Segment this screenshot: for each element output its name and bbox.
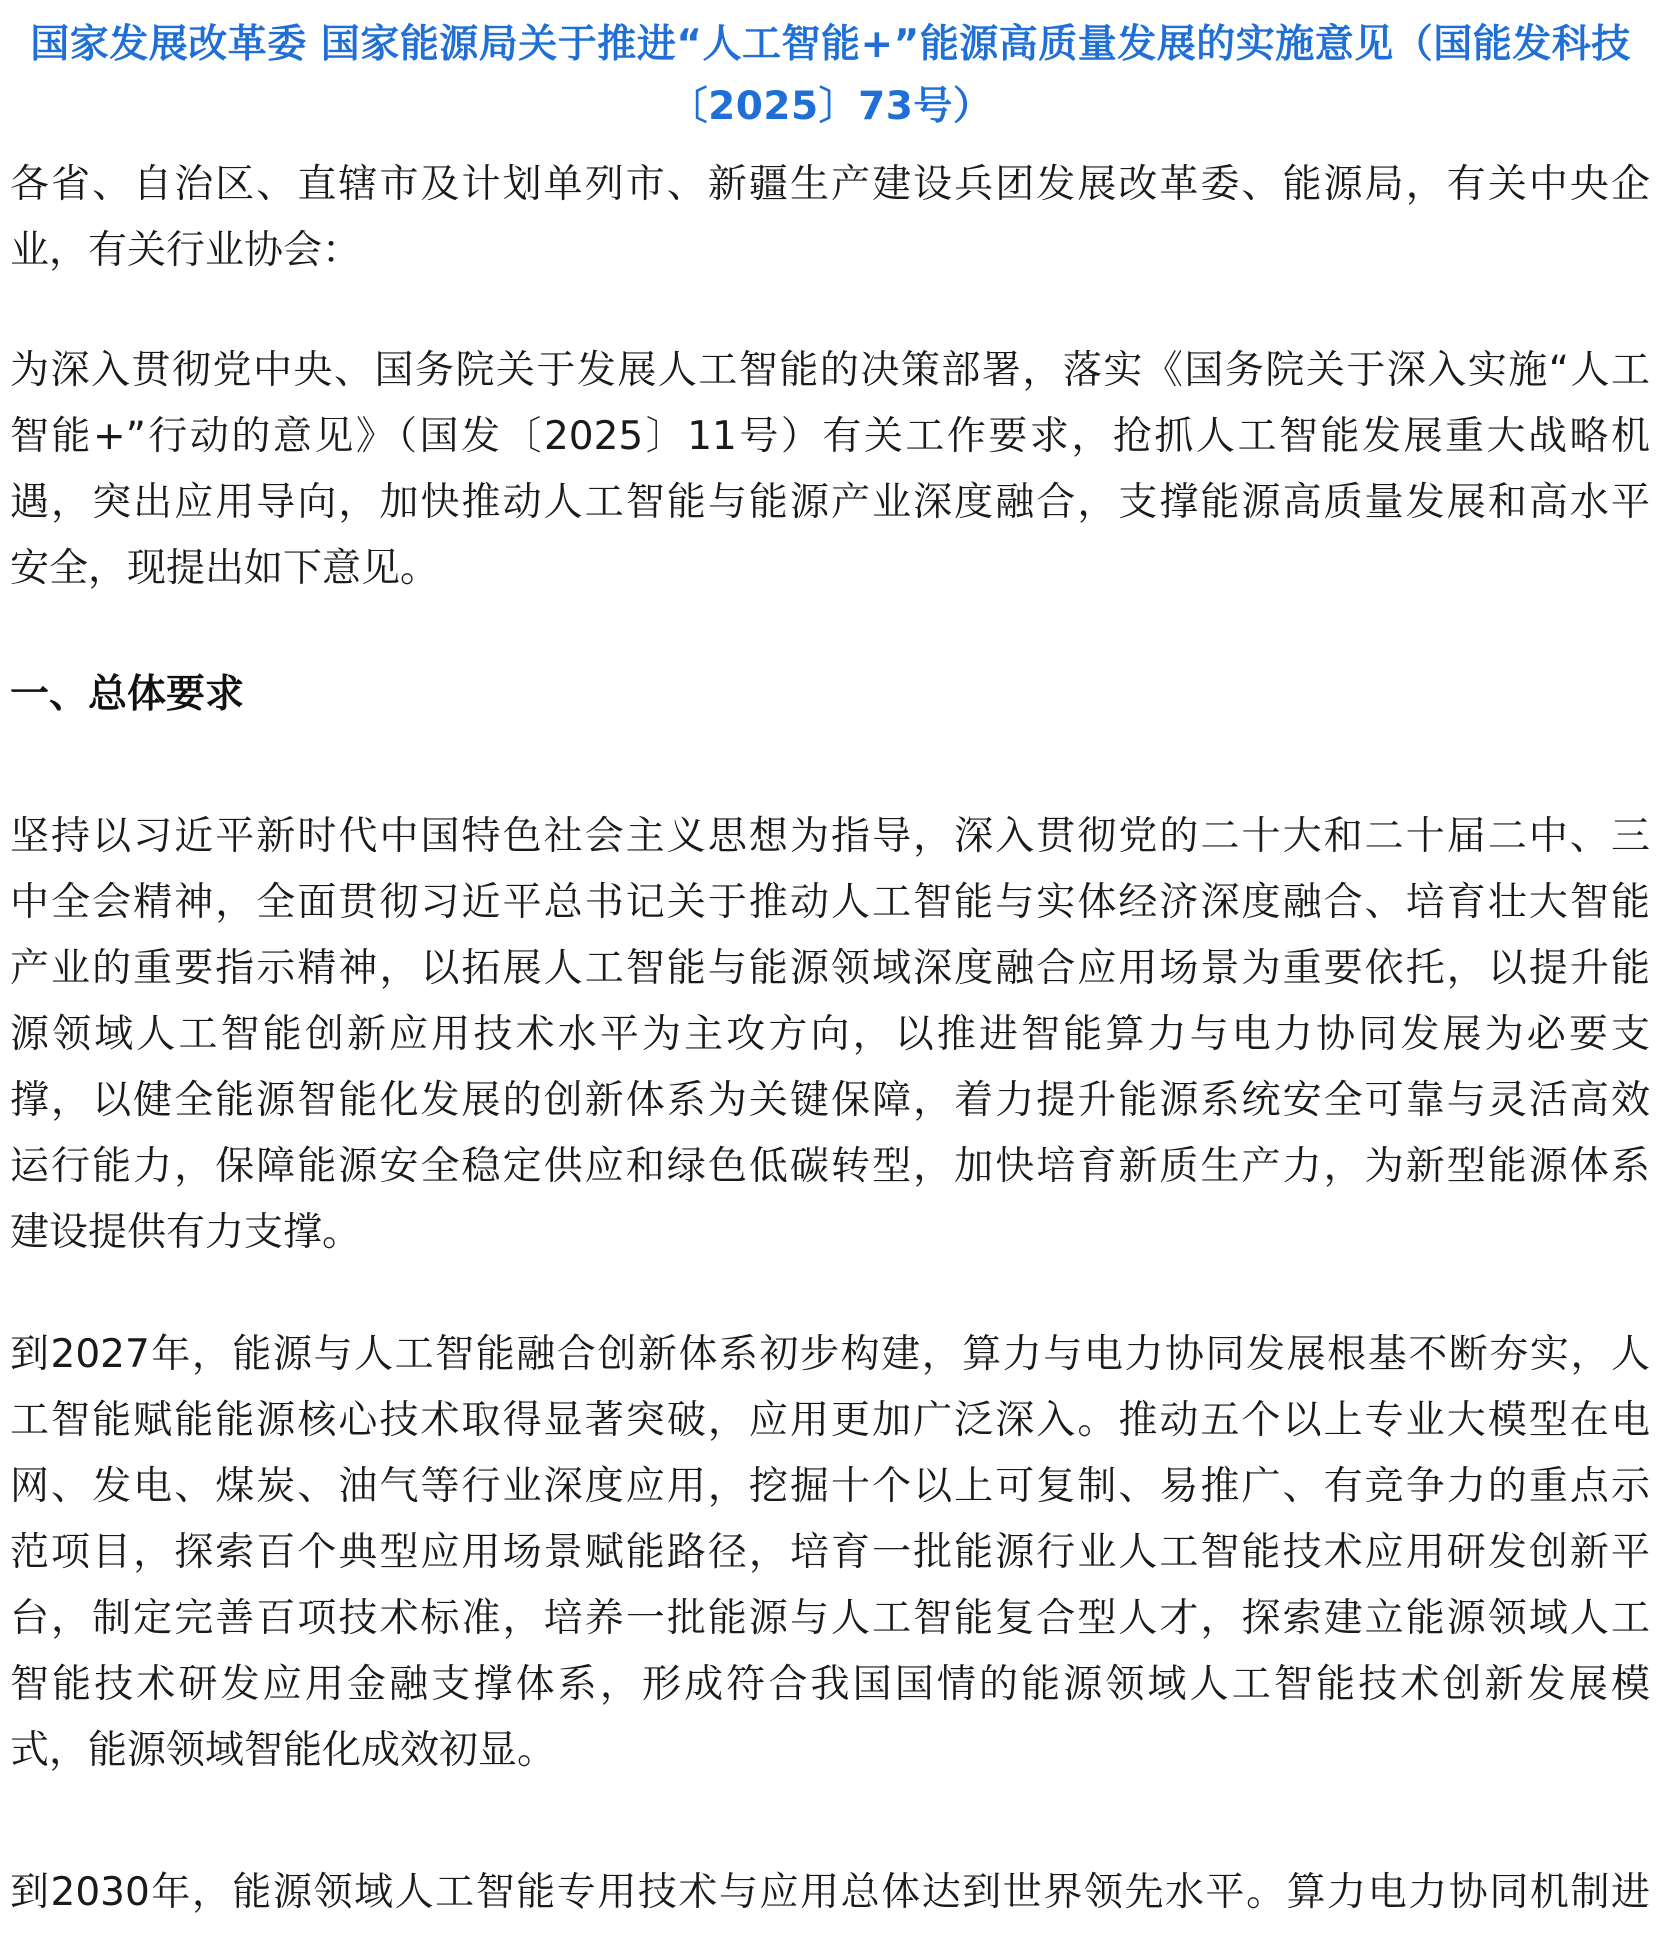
title-line-2: 〔2025〕73号） (668, 84, 993, 129)
s1p2-line-5: 台，制定完善百项技术标准，培养一批能源与人工智能复合型人才，探索建立能源领域人工 (10, 1596, 1650, 1641)
s1p1-line-5: 撑，以健全能源智能化发展的创新体系为关键保障，着力提升能源系统安全可靠与灵活高效 (10, 1078, 1650, 1123)
s1p1-line-1: 坚持以习近平新时代中国特色社会主义思想为指导，深入贯彻党的二十大和二十届二中、三 (10, 814, 1650, 859)
s1p1-line-3: 产业的重要指示精神，以拓展人工智能与能源领域深度融合应用场景为重要依托，以提升能 (10, 946, 1650, 991)
s1p2-line-6: 智能技术研发应用金融支撑体系，形成符合我国国情的能源领域人工智能技术创新发展模 (10, 1662, 1650, 1707)
s1p1-line-7: 建设提供有力支撑。 (10, 1210, 362, 1255)
s1p2-line-2: 工智能赋能能源核心技术取得显著突破，应用更加广泛深入。推动五个以上专业大模型在电 (10, 1398, 1650, 1443)
section1-paragraph-1 (10, 804, 1650, 1266)
section1-paragraph-2 (10, 1322, 1650, 1784)
intro-line-4: 安全，现提出如下意见。 (10, 546, 440, 591)
addressee-line-1: 各省、自治区、直辖市及计划单列市、新疆生产建设兵团发展改革委、能源局，有关中央企 (10, 162, 1650, 207)
s1p2-line-4: 范项目，探索百个典型应用场景赋能路径，培育一批能源行业人工智能技术应用研发创新平 (10, 1530, 1650, 1575)
title-line-1: 国家发展改革委 国家能源局关于推进“人工智能+”能源高质量发展的实施意见（国能发科技 (30, 22, 1631, 67)
s1p2-line-3: 网、发电、煤炭、油气等行业深度应用，挖掘十个以上可复制、易推广、有竞争力的重点示 (10, 1464, 1650, 1509)
section1-paragraph-3 (10, 1860, 1650, 1926)
addressee-line-2: 业，有关行业协会： (10, 228, 362, 273)
intro-line-3: 遇，突出应用导向，加快推动人工智能与能源产业深度融合，支撑能源高质量发展和高水平 (10, 480, 1650, 525)
s1p3-line-1: 到2030年，能源领域人工智能专用技术与应用总体达到世界领先水平。算力电力协同机制进 (10, 1870, 1650, 1915)
s1p1-line-6: 运行能力，保障能源安全稳定供应和绿色低碳转型，加快培育新质生产力，为新型能源体系 (10, 1144, 1650, 1189)
addressee-paragraph (10, 152, 1650, 284)
s1p2-line-7: 式，能源领域智能化成效初显。 (10, 1728, 557, 1773)
intro-line-2: 智能+”行动的意见》（国发〔2025〕11号）有关工作要求，抢抓人工智能发展重大战略机 (10, 414, 1650, 459)
section-heading-1: 一、总体要求 (10, 672, 245, 717)
s1p1-line-2: 中全会精神，全面贯彻习近平总书记关于推动人工智能与实体经济深度融合、培育壮大智能 (10, 880, 1650, 925)
s1p2-line-1: 到2027年，能源与人工智能融合创新体系初步构建，算力与电力协同发展根基不断夯实，人 (10, 1332, 1650, 1377)
intro-paragraph (10, 338, 1650, 602)
s1p1-line-4: 源领域人工智能创新应用技术水平为主攻方向，以推进智能算力与电力协同发展为必要支 (10, 1012, 1650, 1057)
intro-line-1: 为深入贯彻党中央、国务院关于发展人工智能的决策部署，落实《国务院关于深入实施“人工 (10, 348, 1650, 393)
document-title (20, 14, 1641, 138)
